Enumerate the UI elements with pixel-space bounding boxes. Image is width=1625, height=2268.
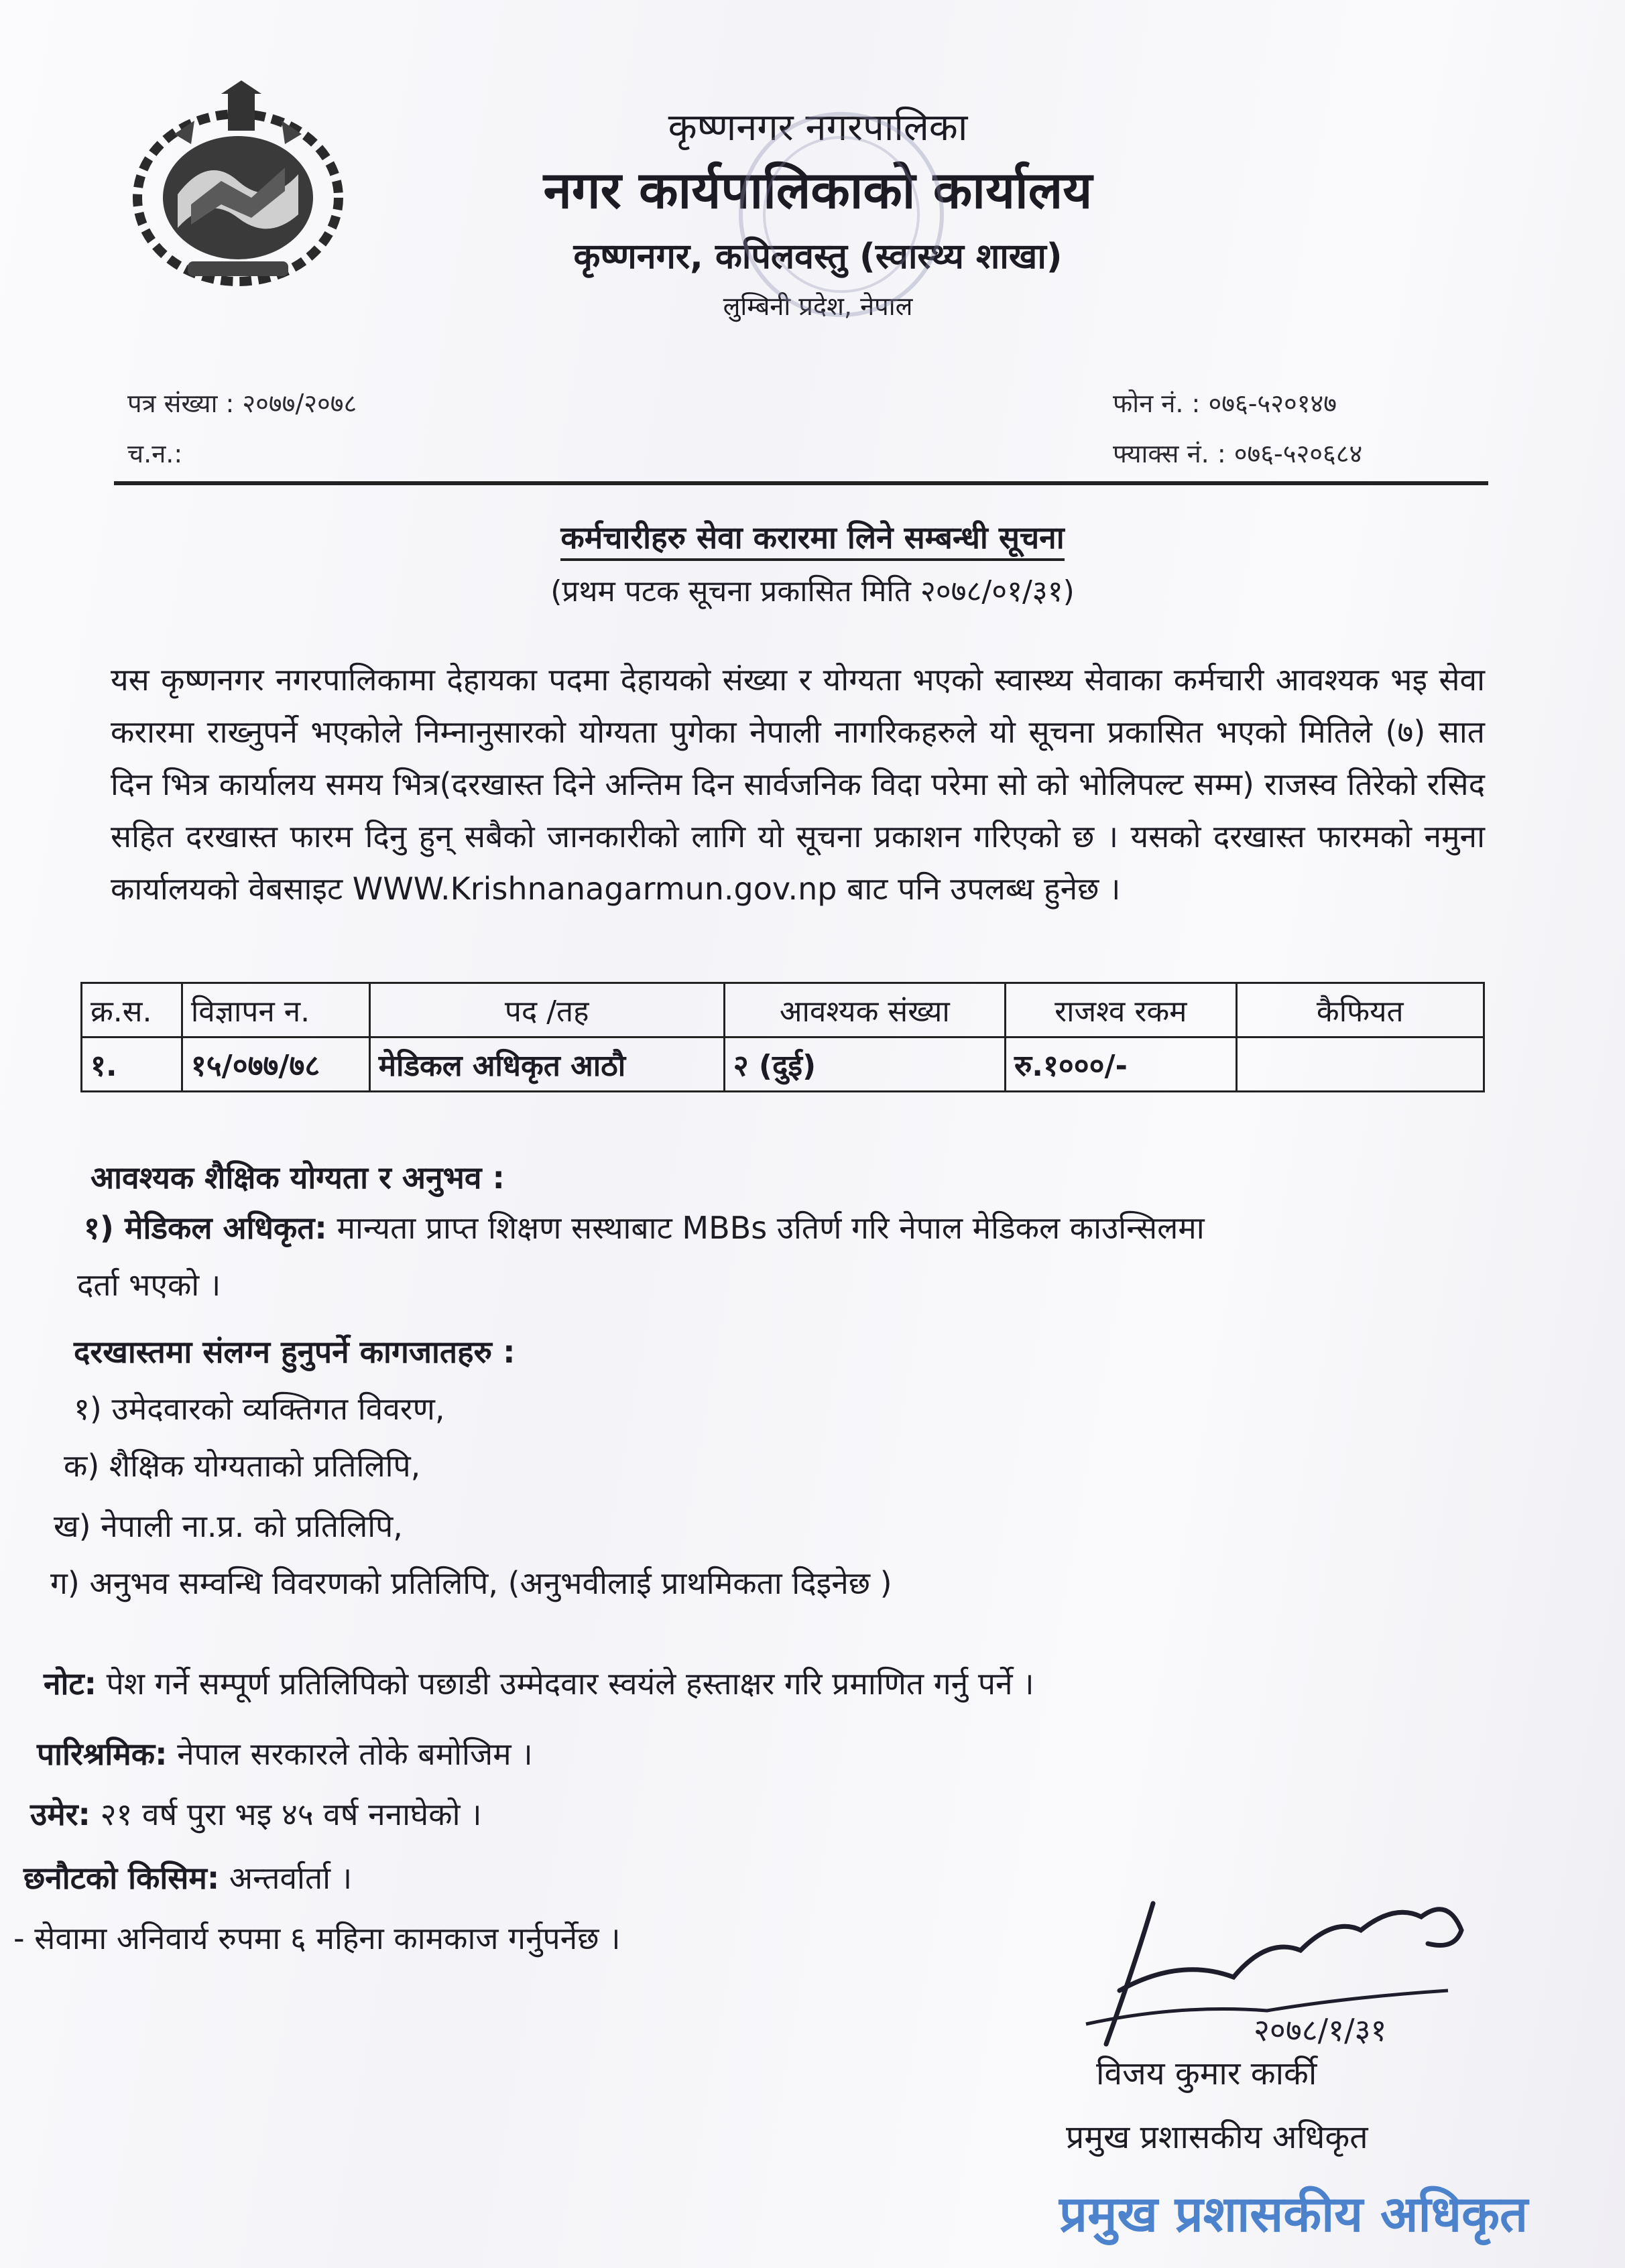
list-item: ख) नेपाली ना.प्र. को प्रतिलिपि, [54, 1508, 403, 1544]
list-item: १) उमेदवारको व्यक्तिगत विवरण, [74, 1391, 445, 1427]
signatory-designation: प्रमुख प्रशासकीय अधिकृत [1066, 2119, 1368, 2156]
office-stamp-icon [731, 80, 952, 349]
dispatch-number: च.न.: [127, 439, 183, 468]
col-required-number: आवश्यक संख्या [724, 983, 1005, 1037]
cell-serial: १. [82, 1037, 182, 1092]
fax-number: फ्याक्स नं. : ०७६-५२०६८४ [1113, 439, 1363, 468]
col-serial: क्र.स. [82, 983, 182, 1037]
list-item: क) शैक्षिक योग्यताको प्रतिलिपि, [64, 1448, 421, 1484]
note-line [44, 1662, 1034, 1704]
notice-body: यस कृष्णनगर नगरपालिकामा देहायका पदमा देहायको संख्या र योग्यता भएको स्वास्थ्य सेवाका कर्मचारी आवश्यक भइ सेवा करारमा राख्नुपर्ने भएकोले निम्नानुसारको योग्यता पुगेका नेपाली नागरिकहरुले यो सूचना प्रकासित भएको मितिले (७) सात दिन भित्र कार्यालय समय भित्र(दरखास्त दिने अन्तिम दिन सार्वजनिक विदा परेमा सो को भोलिपल्ट सम्म) राजस्व तिरेको रसिद सहित दरखास्त फारम दिनु हुन् सबैको जानकारीको लागि यो सूचना प्रकाशन गरिएको छ । यसको दरखास्त फारमको नमुना कार्यालयको वेबसाइट WWW.Krishnanagarmun.gov.np बाट पनि उपलब्ध हुनेछ । [111, 662, 1485, 907]
qualification-item [84, 1206, 1205, 1248]
remuneration-line [37, 1732, 533, 1774]
office-location: कृष्णनगर, कपिलवस्तु (स्वास्थ्य शाखा) [573, 237, 1063, 277]
col-revenue-amount: राजश्व रकम [1006, 983, 1237, 1037]
note-text: पेश गर्ने सम्पूर्ण प्रतिलिपिको पछाडी उम्मेदवार स्वयंले हस्ताक्षर गरि प्रमाणित गर्नु पर्ने । [106, 1665, 1034, 1702]
selection-type-line [23, 1856, 352, 1898]
col-remarks: कैफियत [1236, 983, 1484, 1037]
province-country: लुम्बिनी प्रदेश, नेपाल [723, 292, 913, 321]
list-item: ग) अनुभव सम्वन्धि विवरणको प्रतिलिपि, (अनुभवीलाई प्राथमिकता दिइनेछ ) [50, 1565, 892, 1601]
qualification-item-continued: दर्ता भएको । [77, 1267, 221, 1303]
vacancy-table [80, 982, 1485, 1092]
documents-heading: दरखास्तमा संलग्न हुनुपर्ने कागजातहरु : [74, 1334, 516, 1370]
selection-type-text: अन्तर्वार्ता । [229, 1860, 353, 1896]
qualification-heading: आवश्यक शैक्षिक योग्यता र अनुभव : [91, 1159, 505, 1196]
header-divider [114, 481, 1488, 485]
cell-remarks [1236, 1037, 1484, 1092]
cell-post-level: मेडिकल अधिकृत आठौ [369, 1037, 724, 1092]
signatory-name: विजय कुमार कार्की [1096, 2055, 1317, 2092]
notice-title: कर्मचारीहरु सेवा करारमा लिने सम्बन्धी सूचना [0, 516, 1625, 558]
selection-type-label: छनौटको किसिम: [23, 1860, 220, 1896]
cell-required-number: २ (दुई) [724, 1037, 1005, 1092]
letter-number: पत्र संख्या : २०७७/२०७८ [127, 389, 357, 418]
table-header-row [82, 983, 1484, 1037]
mandatory-service-line: - सेवामा अनिवार्य रुपमा ६ महिना कामकाज गर्नुपर्नेछ । [13, 1920, 621, 1956]
phone-number: फोन नं. : ०७६-५२०१४७ [1113, 389, 1337, 418]
col-advertisement-no: विज्ञापन न. [182, 983, 369, 1037]
note-label: नोट: [44, 1665, 97, 1702]
qualification-item-text: मान्यता प्राप्त शिक्षण सस्थाबाट MBBs उतिर्ण गरि नेपाल मेडिकल काउन्सिलमा [337, 1210, 1205, 1246]
nepal-emblem-icon [127, 80, 349, 288]
age-label: उमेर: [30, 1796, 91, 1832]
table-row [82, 1037, 1484, 1092]
age-text: २१ वर्ष पुरा भइ ४५ वर्ष ननाघेको । [100, 1796, 482, 1832]
cell-advertisement-no: १५/०७७/७८ [182, 1037, 369, 1092]
designation-stamp: प्रमुख प्रशासकीय अधिकृत [1059, 2186, 1528, 2243]
cell-revenue-amount: रु.१०००/- [1006, 1037, 1237, 1092]
col-post-level: पद /तह [369, 983, 724, 1037]
remuneration-label: पारिश्रमिक: [37, 1736, 168, 1772]
notice-subtitle: (प्रथम पटक सूचना प्रकासित मिति २०७८/०१/३१) [550, 574, 1075, 609]
signature-date: २०७८/१/३१ [1254, 2012, 1387, 2048]
qualification-item-label: १) मेडिकल अधिकृत: [84, 1210, 327, 1246]
remuneration-text: नेपाल सरकारले तोके बमोजिम । [177, 1736, 533, 1772]
age-line [30, 1793, 482, 1834]
municipality-name: कृष्णनगर नगरपालिका [668, 106, 968, 149]
office-name: नगर कार्यपालिकाको कार्यालय [543, 160, 1093, 220]
